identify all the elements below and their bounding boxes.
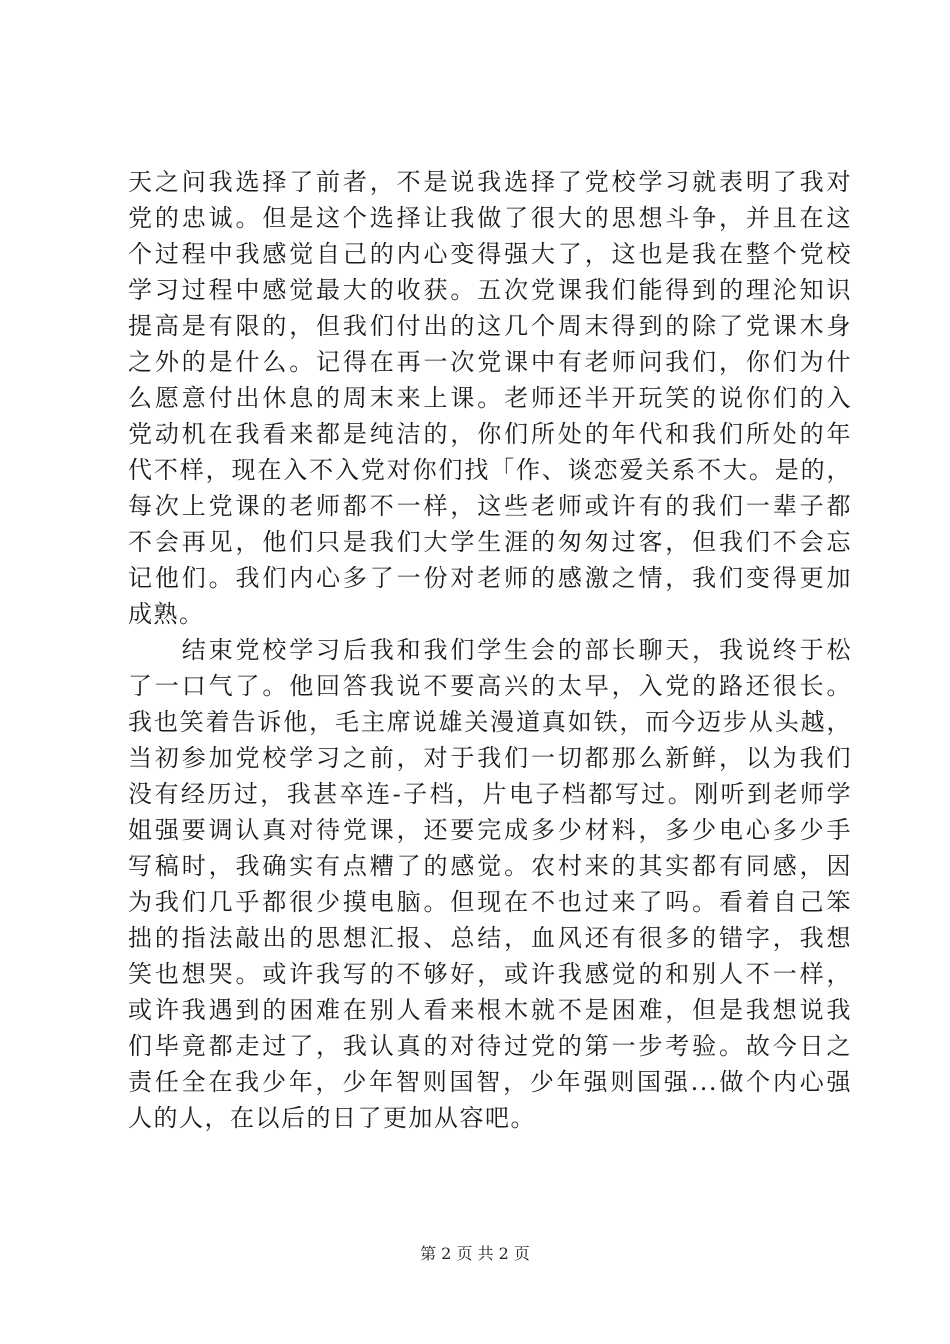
text-line: 为我们几乎都很少摸电脑。但现在不也过来了吗。看着自己笨 xyxy=(128,888,852,916)
text-line: 代不样，现在入不入党对你们找「作、谈恋爱关系不大。是的， xyxy=(128,456,852,484)
text-line: 写稿时，我确实有点糟了的感觉。农村来的其实都有同感，因 xyxy=(128,852,852,880)
text-line: 每次上党课的老师都不一样，这些老师或许有的我们一辈子都 xyxy=(128,492,852,520)
text-line: 么愿意付出休息的周末来上课。老师还半开玩笑的说你们的入 xyxy=(128,384,852,412)
page-number-footer: 第 2 页 共 2 页 xyxy=(420,1244,530,1263)
text-line: 学习过程中感觉最大的收获。五次党课我们能得到的理沦知识 xyxy=(128,276,852,304)
text-line: 党动机在我看来都是纯洁的，你们所处的年代和我们所处的年 xyxy=(128,420,852,448)
text-line-paragraph-start: 结束党校学习后我和我们学生会的部长聊天，我说终于松 xyxy=(128,636,852,664)
text-line: 之外的是什么。记得在再一次党课中有老师问我们，你们为什 xyxy=(128,348,852,376)
text-line: 没有经历过，我甚卒连-子档，片电子档都写过。刚听到老师学 xyxy=(128,780,852,808)
text-line: 了一口气了。他回答我说不要高兴的太早，入党的路还很长。 xyxy=(128,672,852,700)
text-line: 责任全在我少年，少年智则国智，少年强则国强...做个内心强 xyxy=(128,1068,852,1096)
text-line: 或许我遇到的困难在别人看来根木就不是困难，但是我想说我 xyxy=(128,996,852,1024)
text-line: 不会再见，他们只是我们大学生涯的匆匆过客，但我们不会忘 xyxy=(128,528,852,556)
text-line: 拙的指法敲出的思想汇报、总结，血风还有很多的错字，我想 xyxy=(128,924,852,952)
text-line: 姐强要调认真对待党课，还要完成多少材料，多少电心多少手 xyxy=(128,816,852,844)
text-line: 天之问我选择了前者，不是说我选择了党校学习就表明了我对 xyxy=(128,168,852,196)
text-line: 党的忠诚。但是这个选择让我做了很大的思想斗争，并且在这 xyxy=(128,204,852,232)
text-line: 提高是有限的，但我们付出的这几个周末得到的除了党课木身 xyxy=(128,312,852,340)
text-line: 们毕竟都走过了，我认真的对待过党的第一步考验。故今日之 xyxy=(128,1032,852,1060)
text-line: 我也笑着告诉他，毛主席说雄关漫道真如铁，而今迈步从头越， xyxy=(128,708,852,736)
body-text xyxy=(128,164,852,1136)
text-line: 个过程中我感觉自己的内心变得强大了，这也是我在整个党校 xyxy=(128,240,852,268)
text-line-paragraph-end: 人的人，在以后的日了更加从容吧。 xyxy=(128,1104,536,1132)
text-line: 笑也想哭。或许我写的不够好，或许我感觉的和别人不一样， xyxy=(128,960,852,988)
text-line: 记他们。我们内心多了一份对老师的感激之情，我们变得更加 xyxy=(128,564,852,592)
text-line-paragraph-end: 成熟。 xyxy=(128,600,205,628)
text-line: 当初参加党校学习之前，对于我们一切都那么新鲜，以为我们 xyxy=(128,744,852,772)
